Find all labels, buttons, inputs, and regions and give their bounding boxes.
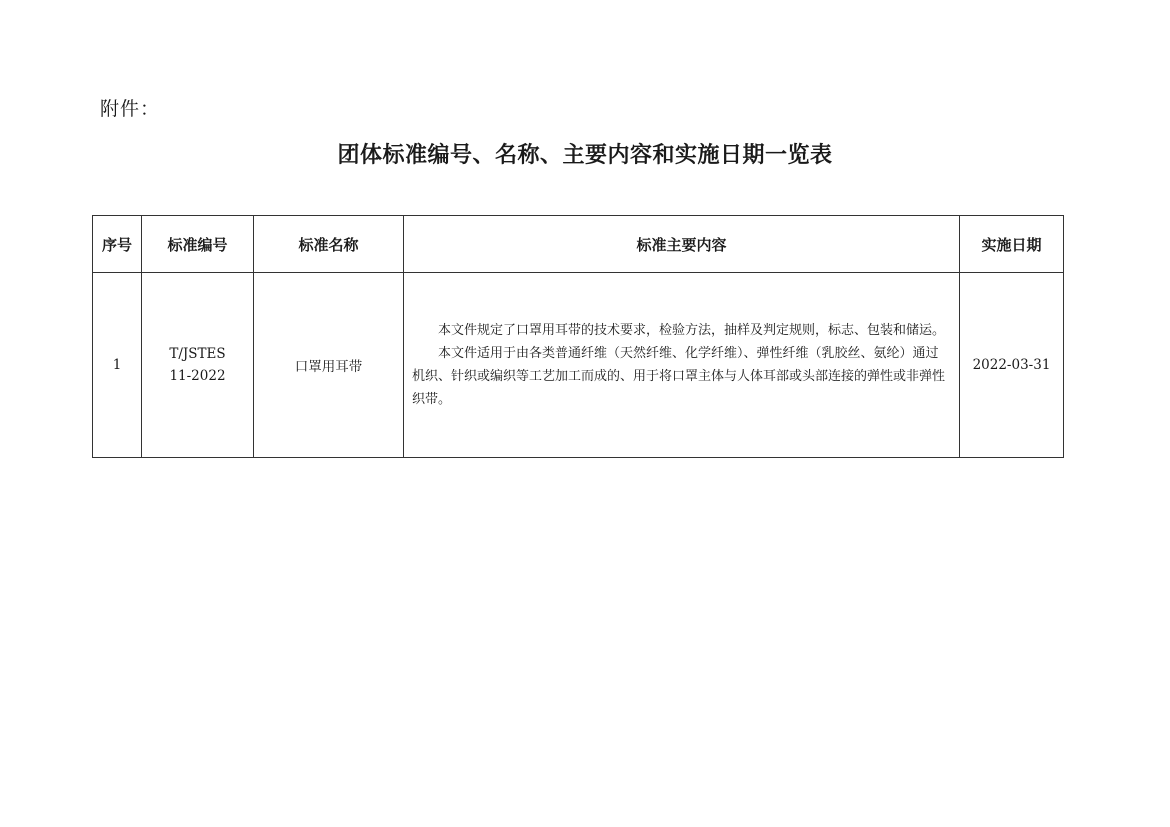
- cell-code: [142, 273, 254, 458]
- cell-code-line2: 11-2022: [169, 368, 226, 384]
- cell-date: 2022-03-31: [960, 273, 1064, 458]
- table-row: [93, 273, 1064, 458]
- header-code: 标准编号: [142, 216, 254, 273]
- cell-name: 口罩用耳带: [254, 273, 404, 458]
- header-content: 标准主要内容: [404, 216, 960, 273]
- attachment-label: 附件：: [100, 98, 161, 120]
- cell-code-line1: T/JSTES: [169, 346, 226, 362]
- content-paragraph-1: 本文件规定了口罩用耳带的技术要求，检验方法，抽样及判定规则，标志、包装和储运。: [438, 323, 946, 338]
- cell-content: [404, 273, 960, 458]
- table-header-row: [93, 216, 1064, 273]
- header-name: 标准名称: [254, 216, 404, 273]
- header-date: 实施日期: [960, 216, 1064, 273]
- cell-seq: 1: [93, 273, 142, 458]
- content-paragraph-2: 本文件适用于由各类普通纤维（天然纤维、化学纤维）、弹性纤维（乳胶丝、氨纶）通过机织、针织或编织等工艺加工而成的、用于将口罩主体与人体耳部或头部连接的弹性或非弹性织带。: [412, 346, 946, 407]
- document-title: 团体标准编号、名称、主要内容和实施日期一览表: [337, 143, 833, 168]
- header-seq: 序号: [93, 216, 142, 273]
- standards-table: [92, 215, 1064, 458]
